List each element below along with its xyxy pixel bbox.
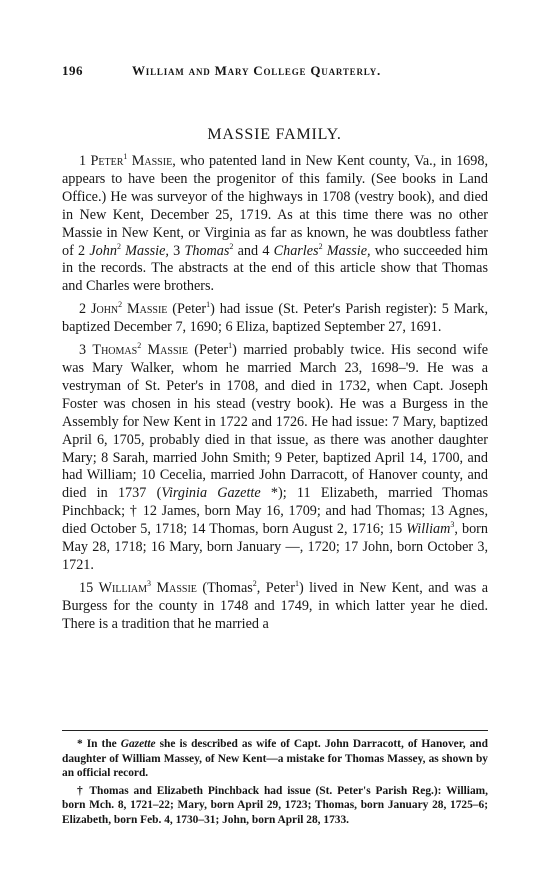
article-title: MASSIE FAMILY. bbox=[207, 126, 342, 143]
page-number: 196 bbox=[62, 63, 83, 78]
footnote-asterisk: * In the Gazette she is described as wife of Capt. John Darracott, of Hanover, and daughter of William Massey, of New Kent—a mistake for Thomas Massey, as shown by an official record. bbox=[62, 738, 488, 780]
footnote-dagger: † Thomas and Elizabeth Pinchback had issue (St. Peter's Parish Reg.): William, born Mch. 8, 1721–22; Mary, born April 29, 1723; Thomas, born January 28, 1725–6; Elizabeth, born Feb. 4, 1730–31; John, born April 28, 1733. bbox=[62, 784, 488, 826]
article-body bbox=[62, 153, 488, 639]
paragraph-thomas: 3 Thomas$^2$ Massie (Peter$^1$) married probably twice. His second wife was Mary Walker, whom he married March 23, 1698–'9. He was a vestryman of St. Peter's in 1708, and died in 1732, when Capt. Joseph Foster was chosen in his stead (vestry book). He was a Burgess in the Assembly for New Kent in 1722 and 1726. He had issue: 7 Mary, baptized April 6, 1705, probably died in that issue, as there was another daughter Mary; 8 Sarah, married John Smith; 9 Peter, baptized April 14, 1700, and had William; 10 Cecelia, married John Darracott, of Hanover county, and died in 1737 (Virginia Gazette *); 11 Elizabeth, married Thomas Pinchback; † 12 James, born May 16, 1709; and had Thomas; 13 Agnes, died October 5, 1718; 14 Thomas, born August 2, 1716; 15 William$^3$, born May 28, 1718; 16 Mary, born January —, 1720; 17 John, born October 3, 1721. bbox=[62, 341, 489, 573]
footnotes bbox=[62, 737, 488, 831]
paragraph-william: 15 William$^3$ Massie (Thomas$^2$, Peter$^1$) lived in New Kent, and was a Burgess for the county in 1748 and 1749, in which latter year he died. There is a tradition that he married a bbox=[62, 578, 488, 632]
footnote-divider bbox=[62, 730, 488, 731]
paragraph-john: 2 John$^2$ Massie (Peter$^1$) had issue (St. Peter's Parish register): 5 Mark, baptized December 7, 1690; 6 Eliza, baptized September 27, 1691. bbox=[62, 300, 488, 336]
running-title: William and Mary College Quarterly. bbox=[132, 63, 382, 78]
page-header bbox=[62, 63, 502, 83]
paragraph-peter: 1 Peter$^1$ Massie, who patented land in New Kent county, Va., in 1698, appears to have been the progenitor of this family. (See books in Land Office.) He was surveyor of the highways in 1708 (vestry book), and died in New Kent, December 25, 1719. As at this time there was no other Massie in New Kent, or Virginia as far as known, he was doubtless father of 2 John$^2$ Massie, 3 Thomas$^2$ and 4 Charles$^2$ Massie, who succeeded him in the records. The abstracts at the end of this article show that Thomas and Charles were brothers. bbox=[62, 152, 488, 295]
